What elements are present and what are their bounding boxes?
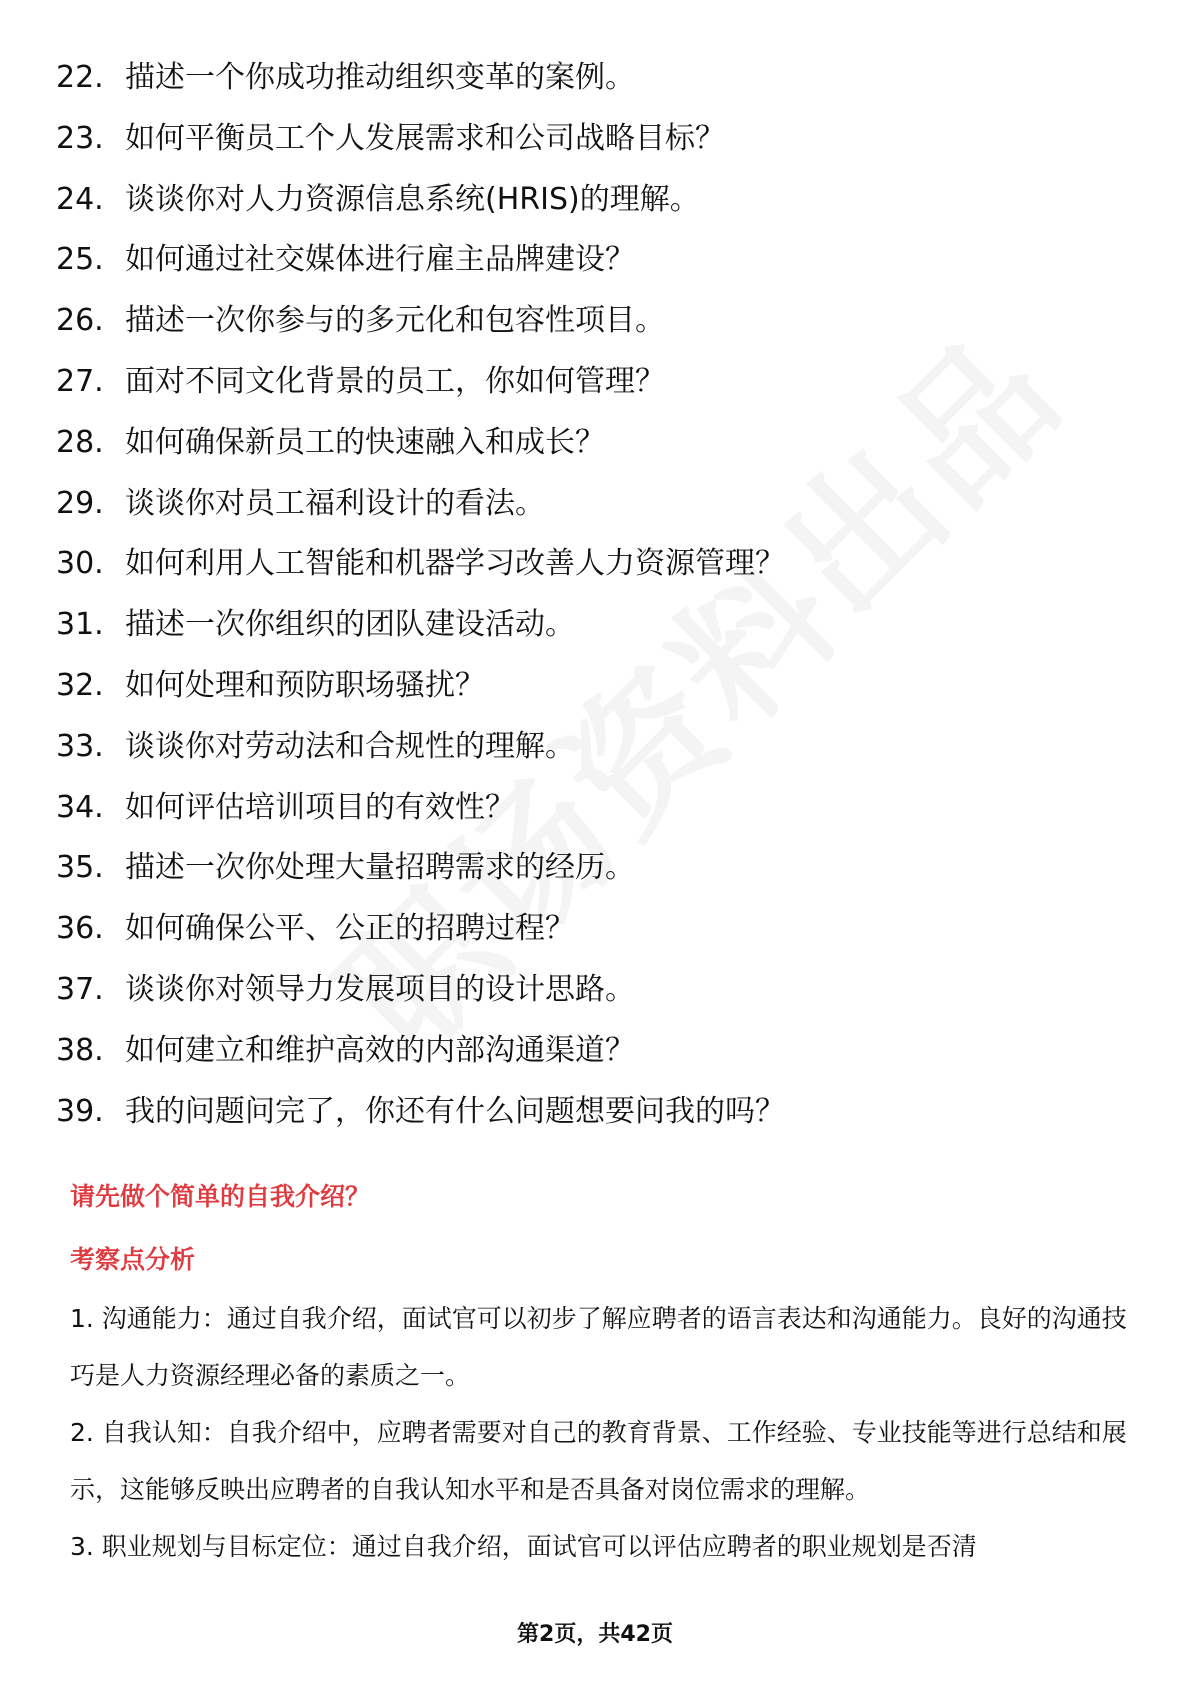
question-text: 描述一次你处理大量招聘需求的经历。: [125, 850, 635, 886]
question-text: 面对不同文化背景的员工，你如何管理？: [125, 363, 665, 399]
page-number: 第2页，共42页: [517, 1622, 673, 1647]
list-item: [0, 595, 1190, 656]
list-item: [0, 474, 1190, 535]
question-number: 33.: [56, 728, 104, 764]
question-text: 谈谈你对劳动法和合规性的理解。: [125, 728, 575, 764]
question-text: 我的问题问完了，你还有什么问题想要问我的吗？: [125, 1093, 785, 1129]
question-number: 35.: [56, 850, 104, 886]
question-number: 26.: [56, 303, 104, 339]
question-number: 30.: [56, 546, 104, 582]
list-item: [0, 778, 1190, 839]
question-text: 如何确保公平、公正的招聘过程？: [125, 911, 575, 947]
question-text: 谈谈你对领导力发展项目的设计思路。: [125, 971, 635, 1007]
question-text: 如何利用人工智能和机器学习改善人力资源管理？: [125, 546, 785, 582]
analysis-paragraph: 2. 自我认知：自我介绍中，应聘者需要对自己的教育背景、工作经验、专业技能等进行总结和展示，这能够反映出应聘者的自我认知水平和是否具备对岗位需求的理解。: [70, 1418, 1127, 1504]
list-item: [0, 838, 1190, 899]
list-item: [0, 291, 1190, 352]
list-item: [0, 170, 1190, 231]
question-text: 如何平衡员工个人发展需求和公司战略目标？: [125, 120, 725, 156]
question-text: 如何处理和预防职场骚扰？: [125, 667, 485, 703]
list-item: [0, 899, 1190, 960]
analysis-paragraph: 1. 沟通能力：通过自我介绍，面试官可以初步了解应聘者的语言表达和沟通能力。良好的沟通技巧是人力资源经理必备的素质之一。: [70, 1304, 1127, 1390]
question-number: 32.: [56, 667, 104, 703]
list-item: [0, 534, 1190, 595]
list-item: [0, 656, 1190, 717]
question-number: 38.: [56, 1032, 104, 1068]
list-item: [0, 352, 1190, 413]
question-number: 25.: [56, 242, 104, 278]
list-item: [0, 1021, 1190, 1082]
list-item: [0, 48, 1190, 109]
analysis-body: [70, 1290, 1130, 1575]
analysis-paragraph: 3. 职业规划与目标定位：通过自我介绍，面试官可以评估应聘者的职业规划是否清: [70, 1532, 977, 1561]
question-heading: 请先做个简单的自我介绍？: [70, 1182, 371, 1211]
question-number: 22.: [56, 60, 104, 95]
question-text: 如何通过社交媒体进行雇主品牌建设？: [125, 242, 635, 278]
question-text: 描述一次你参与的多元化和包容性项目。: [125, 303, 665, 339]
question-text: 谈谈你对员工福利设计的看法。: [125, 485, 545, 521]
question-number: 39.: [56, 1093, 104, 1129]
question-list: [0, 48, 1190, 1142]
question-text: 如何确保新员工的快速融入和成长？: [125, 424, 605, 460]
question-text: 如何评估培训项目的有效性？: [125, 789, 515, 825]
question-number: 23.: [56, 120, 104, 156]
question-text: 描述一个你成功推动组织变革的案例。: [125, 60, 635, 95]
list-item: [0, 1082, 1190, 1143]
list-item: [0, 109, 1190, 170]
question-number: 37.: [56, 971, 104, 1007]
analysis-heading: 考察点分析: [70, 1245, 196, 1274]
list-item: [0, 230, 1190, 291]
list-item: [0, 717, 1190, 778]
question-text: 谈谈你对人力资源信息系统(HRIS)的理解。: [125, 181, 700, 217]
question-number: 28.: [56, 424, 104, 460]
question-number: 34.: [56, 789, 104, 825]
question-text: 描述一次你组织的团队建设活动。: [125, 607, 575, 643]
list-item: [0, 960, 1190, 1021]
question-number: 27.: [56, 363, 104, 399]
question-number: 36.: [56, 911, 104, 947]
list-item: [0, 413, 1190, 474]
question-number: 29.: [56, 485, 104, 521]
question-text: 如何建立和维护高效的内部沟通渠道？: [125, 1032, 635, 1068]
question-number: 31.: [56, 607, 104, 643]
question-number: 24.: [56, 181, 104, 217]
